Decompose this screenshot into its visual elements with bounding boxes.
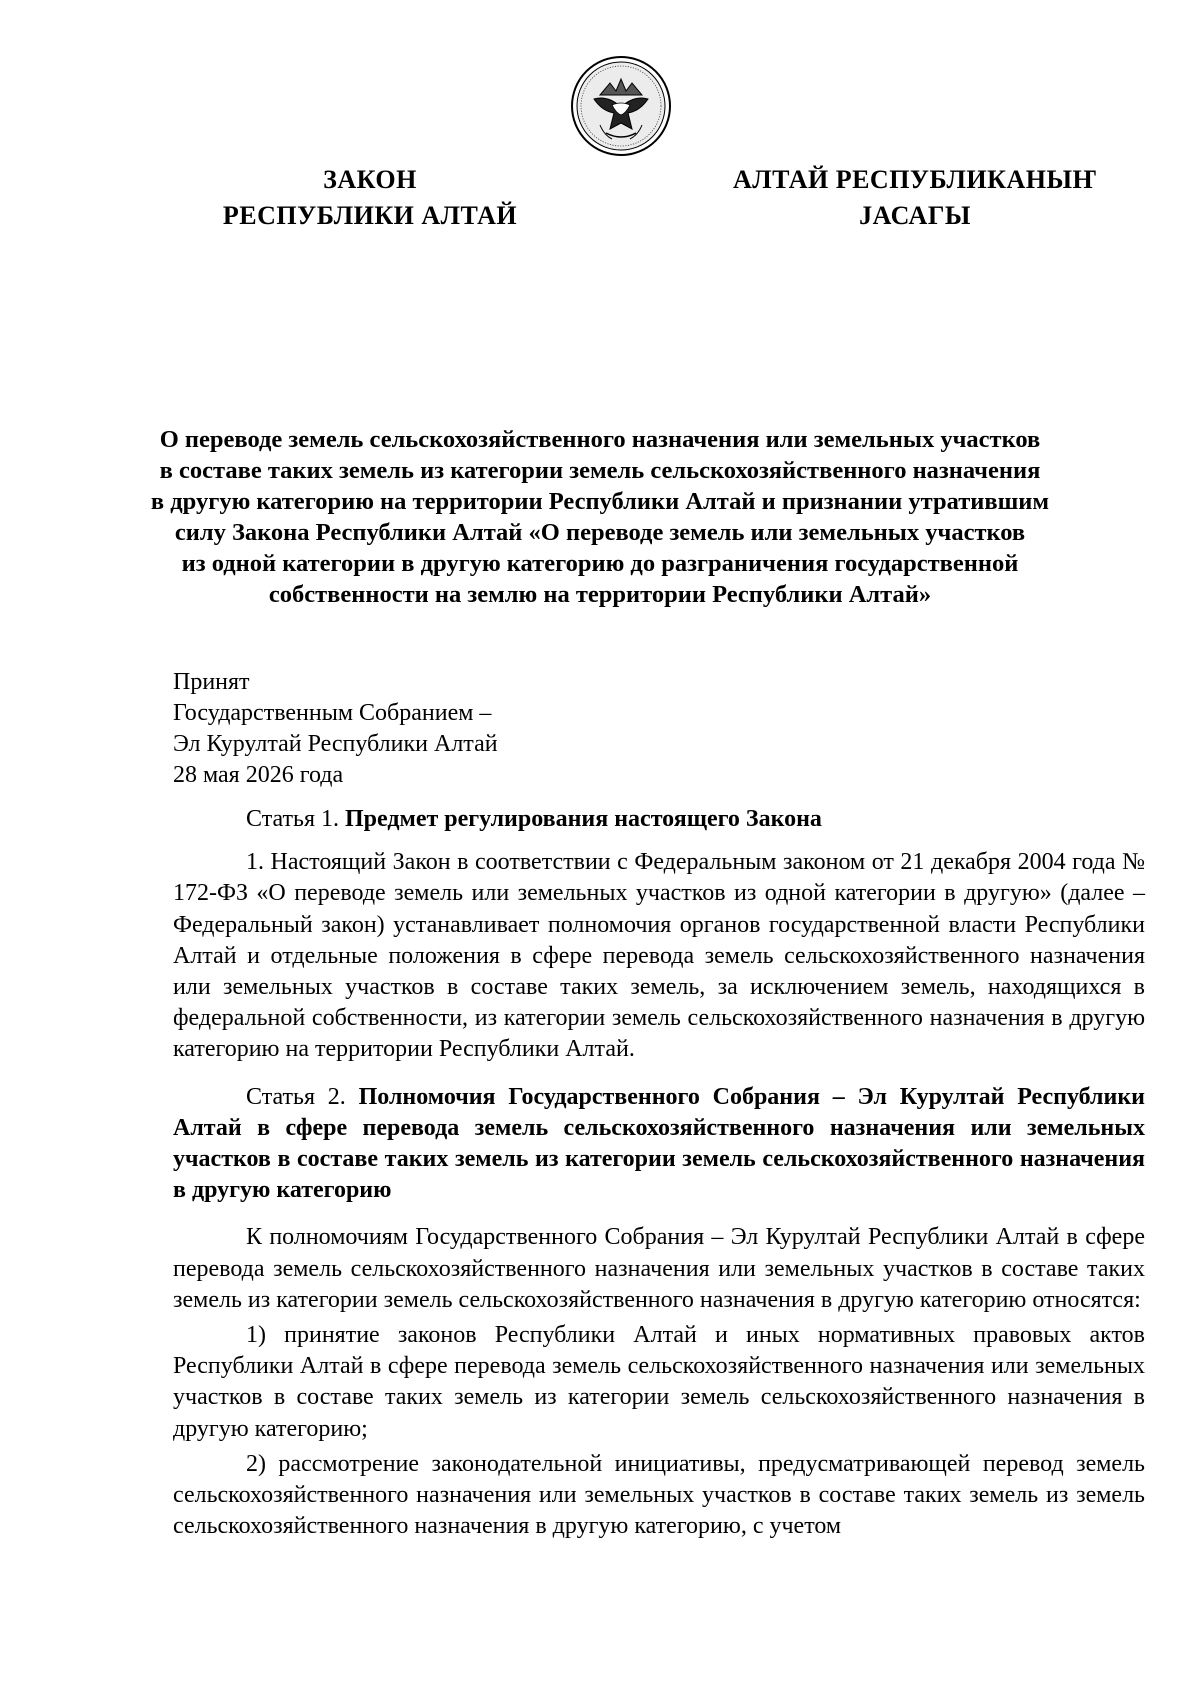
article-1-prefix: Статья 1. xyxy=(246,806,345,832)
header-right xyxy=(700,162,1130,234)
header-left-line2: РЕСПУБЛИКИ АЛТАЙ xyxy=(222,201,518,230)
article-1-title: Предмет регулирования настоящего Закона xyxy=(344,806,822,832)
adoption-date: 28 мая 2026 года xyxy=(173,762,344,788)
title-line: О переводе земель сельскохозяйственного назначения или земельных участков xyxy=(159,426,1041,453)
title-line: в составе таких земель из категории земель сельскохозяйственного назначения xyxy=(159,457,1041,484)
article-2-intro: К полномочиям Государственного Собрания – Эл Курултай Республики Алтай в сфере перевода земель сельскохозяйственного назначения или земельных участков в составе таких земель из категории земель сельскохозяйственного назначения в другую категорию относятся: xyxy=(173,1224,1145,1313)
article-2-title: Полномочия Государственного Собрания – Эл Курултай Республики Алтай в сфере перевода земель сельскохозяйственного назначения или земельных участков в составе таких земель из категории земель сельскохозяйственного назначения в другую категорию xyxy=(173,1083,1146,1204)
article-1-heading xyxy=(173,804,1145,835)
article-2-item-1: 1) принятие законов Республики Алтай и иных нормативных правовых актов Республики Алтай в сфере перевода земель сельскохозяйственного назначения или земельных участков в составе таких земель из категории земель сельскохозяйственного назначения в другую категорию; xyxy=(173,1322,1145,1442)
coat-of-arms-icon xyxy=(570,55,672,157)
title-line: собственности на землю на территории Республики Алтай» xyxy=(268,581,932,608)
article-2-item-2: 2) рассмотрение законодательной инициативы, предусматривающей перевод земель сельскохозяйственного назначения или земельных участков в составе таких земель из земель сельскохозяйственного назначения в другую категорию, с учетом xyxy=(173,1450,1145,1540)
article-2-prefix: Статья 2. xyxy=(246,1083,359,1110)
article-1-paragraph-1: 1. Настоящий Закон в соответствии с Федеральным законом от 21 декабря 2004 года № 172-ФЗ «О переводе земель или земельных участков из одной категории в другую» (далее – Федеральный закон) устанавливает полномочия органов государственной власти Республики Алтай и отдельные положения в сфере перевода земель сельскохозяйственного назначения или земельных участков в составе таких земель, за исключением земель, находящихся в федеральной собственности, из категории земель сельскохозяйственного назначения в другую категорию на территории Республики Алтай. xyxy=(173,849,1145,1063)
article-2-heading xyxy=(173,1082,1145,1207)
title-line: из одной категории в другую категорию до разграничения государственной xyxy=(181,550,1019,577)
adoption-line: Государственным Собранием – xyxy=(173,700,492,726)
adoption-line: Эл Курултай Республики Алтай xyxy=(173,731,498,757)
header-right-line1: АЛТАЙ РЕСПУБЛИКАНЫҤ xyxy=(733,165,1097,194)
title-line: в другую категорию на территории Республики Алтай и признании утратившим xyxy=(150,488,1050,515)
title-line: силу Закона Республики Алтай «О переводе земель или земельных участков xyxy=(174,519,1026,546)
adoption-line: Принят xyxy=(173,669,250,695)
law-title xyxy=(150,424,1050,610)
header-right-line2: ЈАСАГЫ xyxy=(859,201,971,230)
header-left xyxy=(190,162,550,234)
law-body xyxy=(173,804,1145,1542)
header-left-line1: ЗАКОН xyxy=(323,165,417,194)
adoption-block xyxy=(173,667,498,791)
